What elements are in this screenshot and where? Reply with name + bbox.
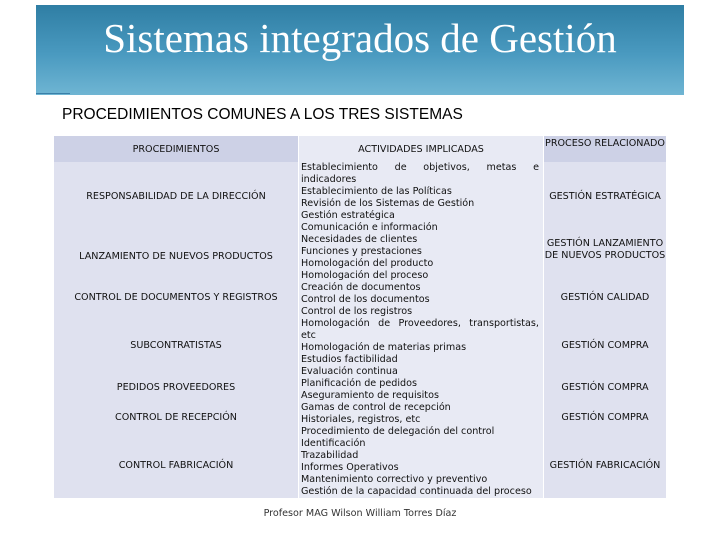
activity-item: Homologación del proceso: [301, 270, 429, 281]
procedure-cell: CONTROL DE DOCUMENTOS Y REGISTROS: [74, 292, 278, 303]
column-divider: [543, 136, 544, 498]
activity-item: Revisión de los Sistemas de Gestión: [301, 198, 475, 209]
activity-item: Identificación: [301, 438, 366, 449]
process-cell: GESTIÓN FABRICACIÓN: [549, 460, 661, 471]
procedure-cell: PEDIDOS PROVEEDORES: [116, 382, 236, 393]
activity-item: Funciones y prestaciones: [301, 246, 422, 257]
procedures-table: [54, 136, 666, 498]
column-actividades: [299, 136, 543, 498]
activity-item: Procedimiento de delegación del control: [301, 426, 495, 437]
activity-item: Estudios factibilidad: [301, 354, 398, 365]
procedure-cell: SUBCONTRATISTAS: [130, 340, 222, 351]
header-actividades: ACTIVIDADES IMPLICADAS: [358, 144, 484, 155]
footer-author: Profesor MAG Wilson William Torres Díaz: [263, 508, 457, 519]
activity-item: Planificación de pedidos: [301, 378, 417, 389]
activity-item: Control de los documentos: [301, 294, 430, 305]
activity-item: Establecimiento de las Políticas: [301, 186, 452, 197]
process-cell: GESTIÓN COMPRA: [561, 382, 649, 393]
activity-item: Establecimiento de objetivos, metas e indicadores: [301, 162, 539, 185]
header-procedimientos: PROCEDIMIENTOS: [132, 144, 220, 155]
process-cell: GESTIÓN COMPRA: [561, 412, 649, 423]
activity-item: Trazabilidad: [301, 450, 359, 461]
activity-item: Creación de documentos: [301, 282, 421, 293]
activity-item: Gestión estratégica: [301, 210, 395, 221]
activity-item: Necesidades de clientes: [301, 234, 418, 245]
activity-item: Gestión de la capacidad continuada del proceso: [301, 486, 532, 497]
process-cell: GESTIÓN LANZAMIENTO DE NUEVOS PRODUCTOS: [544, 238, 666, 261]
activity-item: Control de los registros: [301, 306, 413, 317]
activity-item: Aseguramiento de requisitos: [301, 390, 439, 401]
header-proceso: PROCESO RELACIONADO: [545, 138, 665, 149]
activity-item: Homologación del producto: [301, 258, 434, 269]
procedure-cell: LANZAMIENTO DE NUEVOS PRODUCTOS: [79, 251, 273, 262]
activities-list: [301, 162, 539, 498]
activity-item: Homologación de Proveedores, transportistas, etc: [301, 318, 539, 341]
process-cell: GESTIÓN COMPRA: [561, 340, 649, 351]
slide-subtitle: PROCEDIMIENTOS COMUNES A LOS TRES SISTEMAS: [62, 106, 463, 123]
activity-item: Informes Operativos: [301, 462, 399, 473]
activity-item: Homologación de materias primas: [301, 342, 467, 353]
activity-item: Historiales, registros, etc: [301, 414, 421, 425]
procedure-cell: CONTROL DE RECEPCIÓN: [115, 412, 237, 423]
process-cell: GESTIÓN ESTRATÉGICA: [549, 191, 661, 202]
activity-item: Comunicación e información: [301, 222, 438, 233]
process-cell: GESTIÓN CALIDAD: [560, 292, 650, 303]
column-proceso: [544, 136, 666, 498]
activity-item: Evaluación continua: [301, 366, 398, 377]
banner-accent-line: [36, 93, 70, 94]
slide-title: Sistemas integrados de Gestión: [103, 15, 617, 61]
column-divider: [298, 136, 299, 498]
column-procedimientos: [54, 136, 298, 498]
activity-item: Gamas de control de recepción: [301, 402, 451, 413]
activity-item: Mantenimiento correctivo y preventivo: [301, 474, 488, 485]
procedure-cell: RESPONSABILIDAD DE LA DIRECCIÓN: [86, 191, 266, 202]
procedure-cell: CONTROL FABRICACIÓN: [118, 460, 234, 471]
